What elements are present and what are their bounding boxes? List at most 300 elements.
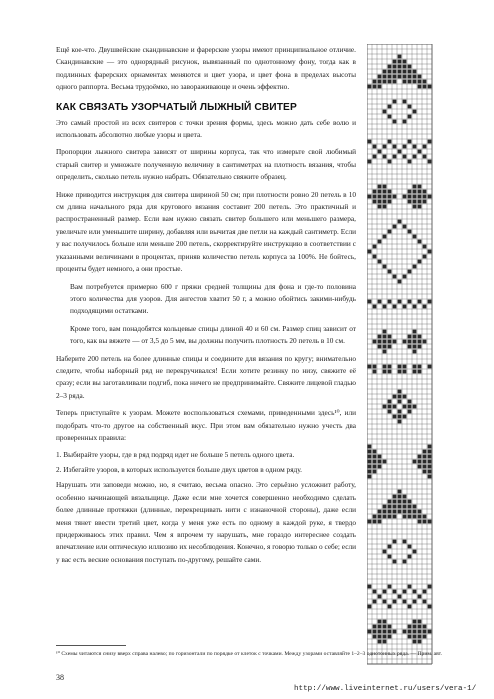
- pattern-cell: [413, 195, 417, 199]
- pattern-cell: [423, 245, 427, 249]
- pattern-cell: [383, 265, 387, 269]
- pattern-cell: [388, 190, 392, 194]
- pattern-cell: [413, 305, 417, 309]
- pattern-cell: [393, 540, 397, 544]
- pattern-cell: [408, 115, 412, 119]
- pattern-cell: [418, 510, 422, 514]
- pattern-cell: [378, 640, 382, 644]
- footnote: ¹⁰ Схемы читаются снизу вверх справа налево; по горизонтали по порядке от клеток с точками. Между узорами оставляйте 1–2–3 однотонных ряда. — Прим. авт.: [56, 651, 443, 657]
- pattern-cell: [428, 445, 432, 449]
- rule-item: 1. Выбирайте узоры, где в ряд подряд идет не больше 5 петель одного цвета.: [56, 450, 295, 460]
- pattern-cell: [388, 75, 392, 79]
- pattern-cell: [393, 305, 397, 309]
- pattern-cell: [398, 415, 402, 419]
- pattern-cell: [413, 340, 417, 344]
- pattern-cell: [413, 200, 417, 204]
- pattern-cell: [373, 195, 377, 199]
- pattern-cell: [403, 225, 407, 229]
- pattern-cell: [408, 140, 412, 144]
- pattern-cell: [378, 455, 382, 459]
- needles-paragraph: Кроме того, вам понадобятся кольцевые спицы длиной 40 и 60 см. Размер спиц зависит от того, как вы вяжете — от 3,5 до 5 мм, вы должны получить плотность 20 петель в 10 см.: [70, 323, 356, 346]
- pattern-cell: [403, 405, 407, 409]
- pattern-cell: [378, 205, 382, 209]
- pattern-cell: [368, 140, 372, 144]
- pattern-cell: [373, 520, 377, 524]
- pattern-cell: [378, 630, 382, 634]
- pattern-cell: [428, 300, 432, 304]
- pattern-cell: [398, 55, 402, 59]
- pattern-cell: [383, 75, 387, 79]
- pattern-cell: [398, 510, 402, 514]
- pattern-cell: [403, 415, 407, 419]
- pattern-cell: [413, 350, 417, 354]
- pattern-cell: [388, 515, 392, 519]
- pattern-cell: [388, 345, 392, 349]
- pattern-cell: [403, 365, 407, 369]
- pattern-cell: [383, 510, 387, 514]
- pattern-cell: [383, 155, 387, 159]
- pattern-cell: [398, 280, 402, 284]
- pattern-cell: [403, 80, 407, 84]
- pattern-cell: [393, 590, 397, 594]
- pattern-cell: [378, 85, 382, 89]
- pattern-cell: [393, 75, 397, 79]
- pattern-cell: [398, 400, 402, 404]
- pattern-cell: [383, 350, 387, 354]
- pattern-cell: [388, 410, 392, 414]
- pattern-cell: [418, 630, 422, 634]
- pattern-cell: [383, 110, 387, 114]
- pattern-cell: [423, 635, 427, 639]
- pattern-cell: [393, 60, 397, 64]
- pattern-cell: [423, 455, 427, 459]
- pattern-cell: [388, 630, 392, 634]
- pattern-cell: [383, 620, 387, 624]
- pattern-cell: [423, 255, 427, 259]
- pattern-cell: [418, 150, 422, 154]
- pattern-cell: [393, 155, 397, 159]
- pattern-cell: [368, 470, 372, 474]
- pattern-cell: [383, 235, 387, 239]
- pattern-cell: [408, 70, 412, 74]
- pattern-cell: [378, 595, 382, 599]
- pattern-cell: [378, 620, 382, 624]
- pattern-cell: [378, 80, 382, 84]
- pattern-cell: [408, 555, 412, 559]
- pattern-cell: [383, 515, 387, 519]
- pattern-cell: [403, 510, 407, 514]
- pattern-cell: [398, 500, 402, 504]
- pattern-cell: [403, 495, 407, 499]
- pattern-cell: [393, 500, 397, 504]
- pattern-cell: [373, 85, 377, 89]
- pattern-cell: [388, 510, 392, 514]
- pattern-cell: [413, 515, 417, 519]
- pattern-cell: [413, 80, 417, 84]
- pattern-cell: [413, 205, 417, 209]
- pattern-cell: [408, 515, 412, 519]
- pattern-cell: [413, 75, 417, 79]
- pattern-cell: [373, 630, 377, 634]
- pattern-cell: [403, 590, 407, 594]
- pattern-cell: [373, 450, 377, 454]
- pattern-cell: [373, 255, 377, 259]
- pattern-cell: [403, 100, 407, 104]
- pattern-cell: [383, 405, 387, 409]
- pattern-cell: [428, 465, 432, 469]
- pattern-cell: [378, 150, 382, 154]
- pattern-cell: [368, 455, 372, 459]
- pattern-cell: [388, 70, 392, 74]
- pattern-grid: [367, 44, 433, 666]
- pattern-cell: [413, 550, 417, 554]
- pattern-cell: [388, 80, 392, 84]
- pattern-cell: [383, 200, 387, 204]
- pattern-cell: [383, 330, 387, 334]
- footnote-divider: [56, 645, 126, 646]
- pattern-cell: [383, 195, 387, 199]
- pattern-cell: [393, 510, 397, 514]
- intro-paragraph: Ещё кое-что. Двушвейские скандинавские и фарерские узоры имеют принципиальное отличие. Скандинавские — это однорядный рисунок, вывязанный по однотонному фону, тогда как в подлинных фарерских орнаментах меняются и цвет узора, и цвет фона в пределах высоты одного раппорта. Весьма трудоёмко, но завораживающе и очень эффектно.: [56, 45, 356, 92]
- pattern-cell: [373, 155, 377, 159]
- pattern-cell: [408, 270, 412, 274]
- pattern-cell: [388, 555, 392, 559]
- pattern-cell: [388, 405, 392, 409]
- pattern-cell: [423, 600, 427, 604]
- pattern-cell: [378, 635, 382, 639]
- pattern-cell: [413, 370, 417, 374]
- pattern-cell: [418, 465, 422, 469]
- pattern-cell: [428, 195, 432, 199]
- pattern-cell: [418, 335, 422, 339]
- pattern-cell: [373, 515, 377, 519]
- pattern-cell: [383, 550, 387, 554]
- body-paragraph: Ниже приводится инструкция для свитера шириной 50 см; при плотности ровно 20 петель в 10 см длина начального ряда для кругового вязания составит 200 петель. Это практичный и распространенный размер. Если вам нужно связать свитер большего или меньшего размера, увеличьте или уменьшите ширину, добавляя или вычитая две петли на каждый сантиметр. Если у вас получилось больше или меньше 200 петель, скорректируйте инструкцию в соответствии с указанными величинами в процентах, приняв количество петель корпуса за 100%. Не бойтесь, проценты будет немного, а они простые.: [56, 189, 356, 274]
- pattern-cell: [398, 70, 402, 74]
- pattern-cell: [413, 600, 417, 604]
- pattern-cell: [378, 190, 382, 194]
- pattern-cell: [388, 400, 392, 404]
- pattern-cell: [393, 70, 397, 74]
- pattern-cell: [378, 185, 382, 189]
- pattern-cell: [398, 65, 402, 69]
- pattern-cell: [393, 600, 397, 604]
- pattern-cell: [388, 115, 392, 119]
- pattern-cell: [423, 340, 427, 344]
- pattern-cell: [398, 395, 402, 399]
- pattern-cell: [418, 300, 422, 304]
- pattern-cell: [413, 620, 417, 624]
- pattern-cell: [393, 225, 397, 229]
- pattern-cell: [383, 205, 387, 209]
- pattern-cell: [403, 540, 407, 544]
- pattern-cell: [373, 365, 377, 369]
- pattern-cell: [413, 510, 417, 514]
- pattern-cell: [413, 185, 417, 189]
- pattern-cell: [403, 75, 407, 79]
- pattern-cell: [388, 140, 392, 144]
- pattern-cell: [423, 190, 427, 194]
- pattern-cell: [418, 195, 422, 199]
- pattern-cell: [398, 410, 402, 414]
- pattern-cell: [398, 365, 402, 369]
- pattern-cell: [428, 365, 432, 369]
- pattern-cell: [423, 465, 427, 469]
- pattern-cell: [378, 200, 382, 204]
- pattern-cell: [428, 605, 432, 609]
- pattern-cell: [403, 560, 407, 564]
- pattern-cell: [418, 595, 422, 599]
- pattern-cell: [383, 460, 387, 464]
- pattern-cell: [418, 185, 422, 189]
- pattern-cell: [368, 460, 372, 464]
- pattern-cell: [423, 80, 427, 84]
- rule-item: 2. Избегайте узоров, в которых используется больше двух цветов в одном ряду.: [56, 465, 303, 475]
- pattern-cell: [383, 80, 387, 84]
- pattern-cell: [388, 605, 392, 609]
- pattern-cell: [398, 595, 402, 599]
- pattern-cell: [378, 340, 382, 344]
- pattern-cell: [368, 195, 372, 199]
- pattern-cell: [373, 465, 377, 469]
- pattern-cell: [408, 605, 412, 609]
- pattern-cell: [428, 140, 432, 144]
- pattern-cell: [408, 635, 412, 639]
- pattern-cell: [408, 505, 412, 509]
- pattern-cell: [408, 75, 412, 79]
- pattern-cell: [403, 120, 407, 124]
- pattern-cell: [368, 160, 372, 164]
- pattern-cell: [413, 345, 417, 349]
- pattern-cell: [418, 85, 422, 89]
- pattern-cell: [418, 620, 422, 624]
- pattern-cell: [418, 75, 422, 79]
- pattern-cell: [403, 395, 407, 399]
- pattern-cell: [383, 365, 387, 369]
- pattern-cell: [383, 505, 387, 509]
- pattern-cell: [378, 345, 382, 349]
- pattern-cell: [368, 450, 372, 454]
- page-number: 38: [56, 673, 64, 682]
- pattern-cell: [423, 195, 427, 199]
- pattern-cell: [408, 200, 412, 204]
- pattern-cell: [388, 545, 392, 549]
- pattern-cell: [413, 110, 417, 114]
- pattern-cell: [413, 70, 417, 74]
- pattern-cell: [413, 590, 417, 594]
- pattern-cell: [373, 200, 377, 204]
- pattern-cell: [403, 515, 407, 519]
- pattern-cell: [423, 515, 427, 519]
- pattern-cell: [378, 625, 382, 629]
- pattern-cell: [418, 640, 422, 644]
- pattern-cell: [398, 75, 402, 79]
- pattern-cell: [383, 145, 387, 149]
- pattern-cell: [418, 340, 422, 344]
- body-paragraph: Нарушать эти заповеди можно, но, я считаю, весьма опасно. Это серьёзно усложнит работу, особенно начинающей вязальщице. Даже если мне хочется совершенно необходимо сделать более длинные протяжки (длинные, перекрещивать нити с изнаночной стороны), даже если меня тянет ввести третий цвет, когда у меня уже есть по одному в каждой руке, я твердо придерживаюсь этих правил. Чем я впрочем ту нарушать, мне гораздо интереснее создать впечатление или оптическую иллюзию их несоблюдения. Конечно, я говорю только о себе; если у вас есть веские основания поступать по-другому, решайте сами.: [56, 480, 356, 564]
- pattern-cell: [373, 145, 377, 149]
- pattern-cell: [408, 65, 412, 69]
- pattern-cell: [388, 585, 392, 589]
- pattern-cell: [423, 470, 427, 474]
- pattern-cell: [418, 520, 422, 524]
- pattern-cell: [368, 300, 372, 304]
- pattern-cell: [378, 465, 382, 469]
- pattern-cell: [398, 390, 402, 394]
- pattern-cell: [423, 625, 427, 629]
- pattern-cell: [393, 515, 397, 519]
- pattern-cell: [398, 300, 402, 304]
- pattern-cell: [383, 70, 387, 74]
- pattern-cell: [383, 185, 387, 189]
- pattern-cell: [373, 245, 377, 249]
- pattern-cell: [423, 630, 427, 634]
- pattern-cell: [403, 600, 407, 604]
- pattern-cell: [408, 80, 412, 84]
- pattern-cell: [418, 80, 422, 84]
- pattern-cell: [373, 460, 377, 464]
- pattern-cell: [403, 275, 407, 279]
- pattern-cell: [383, 345, 387, 349]
- pattern-cell: [408, 400, 412, 404]
- pattern-cell: [408, 230, 412, 234]
- pattern-cell: [403, 195, 407, 199]
- pattern-cell: [408, 545, 412, 549]
- pattern-cell: [373, 305, 377, 309]
- pattern-cell: [418, 345, 422, 349]
- pattern-cell: [418, 515, 422, 519]
- pattern-cell: [368, 520, 372, 524]
- body-paragraph: Теперь приступайте к узорам. Можете воспользоваться схемами, приведенными здесь¹⁰, или подобрать что-то другое на собственный вкус. При этом вам обязательно нужно учесть два проверенных правила:: [56, 408, 356, 442]
- pattern-cell: [428, 585, 432, 589]
- pattern-cell: [428, 460, 432, 464]
- pattern-cell: [403, 370, 407, 374]
- pattern-cell: [408, 335, 412, 339]
- pattern-cell: [408, 300, 412, 304]
- pattern-cell: [393, 395, 397, 399]
- pattern-cell: [423, 200, 427, 204]
- pattern-cell: [393, 195, 397, 199]
- pattern-cell: [388, 340, 392, 344]
- pattern-cell: [383, 630, 387, 634]
- pattern-cell: [393, 630, 397, 634]
- pattern-cell: [373, 600, 377, 604]
- pattern-cell: [368, 630, 372, 634]
- pattern-cell: [418, 205, 422, 209]
- pattern-cell: [408, 410, 412, 414]
- pattern-cell: [373, 470, 377, 474]
- pattern-cell: [423, 590, 427, 594]
- pattern-cell: [368, 585, 372, 589]
- pattern-cell: [418, 200, 422, 204]
- pattern-cell: [393, 560, 397, 564]
- pattern-cell: [408, 345, 412, 349]
- pattern-cell: [423, 305, 427, 309]
- pattern-cell: [388, 65, 392, 69]
- pattern-cell: [388, 300, 392, 304]
- pattern-cell: [403, 630, 407, 634]
- pattern-cell: [408, 160, 412, 164]
- pattern-cell: [403, 340, 407, 344]
- pattern-cell: [398, 220, 402, 224]
- pattern-cell: [413, 640, 417, 644]
- source-url: http://www.liveinternet.ru/users/vera-1/: [294, 685, 477, 693]
- pattern-cell: [428, 85, 432, 89]
- pattern-cell: [428, 250, 432, 254]
- pattern-cell: [383, 305, 387, 309]
- pattern-cell: [413, 625, 417, 629]
- pattern-cell: [413, 460, 417, 464]
- pattern-cell: [398, 490, 402, 494]
- pattern-cell: [403, 60, 407, 64]
- pattern-cell: [413, 335, 417, 339]
- pattern-cell: [428, 470, 432, 474]
- pattern-cell: [398, 495, 402, 499]
- pattern-cell: [378, 260, 382, 264]
- pattern-cell: [418, 370, 422, 374]
- pattern-cell: [368, 605, 372, 609]
- pattern-cell: [403, 65, 407, 69]
- pattern-cell: [398, 420, 402, 424]
- pattern-cell: [393, 80, 397, 84]
- pattern-cell: [423, 155, 427, 159]
- pattern-cell: [383, 640, 387, 644]
- body-paragraph: Наберите 200 петель на более длинные спицы и соедините для вязания по кругу; внимательно следите, чтобы наборный ряд не перекручивался! Если хотите резинку по низу, свяжите её сразу; если вы заготавливали подгиб, пока ничего не предпринимайте. Свяжите лицевой гладью 2–3 ряда.: [56, 353, 356, 400]
- pattern-cell: [418, 190, 422, 194]
- pattern-cell: [388, 635, 392, 639]
- section-heading: КАК СВЯЗАТЬ УЗОРЧАТЫЙ ЛЫЖНЫЙ СВИТЕР: [56, 101, 297, 113]
- pattern-cell: [398, 370, 402, 374]
- pattern-cell: [388, 105, 392, 109]
- pattern-cell: [393, 340, 397, 344]
- pattern-cell: [368, 250, 372, 254]
- pattern-cell: [403, 70, 407, 74]
- pattern-cell: [388, 200, 392, 204]
- pattern-cell: [413, 190, 417, 194]
- pattern-cell: [398, 60, 402, 64]
- pattern-cell: [393, 405, 397, 409]
- pattern-cell: [378, 75, 382, 79]
- pattern-cell: [378, 300, 382, 304]
- pattern-cell: [383, 625, 387, 629]
- pattern-cell: [428, 520, 432, 524]
- pattern-cell: [398, 505, 402, 509]
- pattern-cell: [383, 370, 387, 374]
- pattern-cell: [373, 455, 377, 459]
- article-column: [56, 44, 356, 571]
- pattern-cell: [408, 510, 412, 514]
- pattern-cell: [393, 275, 397, 279]
- pattern-cell: [403, 500, 407, 504]
- pattern-cell: [393, 495, 397, 499]
- pattern-cell: [413, 365, 417, 369]
- pattern-cell: [418, 635, 422, 639]
- knitting-pattern-chart: [367, 44, 433, 666]
- pattern-cell: [378, 520, 382, 524]
- pattern-cell: [368, 85, 372, 89]
- pattern-cell: [423, 145, 427, 149]
- pattern-cell: [378, 510, 382, 514]
- pattern-cell: [373, 625, 377, 629]
- pattern-cell: [378, 240, 382, 244]
- pattern-cell: [368, 465, 372, 469]
- pattern-cell: [428, 475, 432, 479]
- pattern-cell: [408, 340, 412, 344]
- pattern-cell: [408, 195, 412, 199]
- pattern-cell: [383, 340, 387, 344]
- pattern-cell: [378, 515, 382, 519]
- pattern-cell: [423, 520, 427, 524]
